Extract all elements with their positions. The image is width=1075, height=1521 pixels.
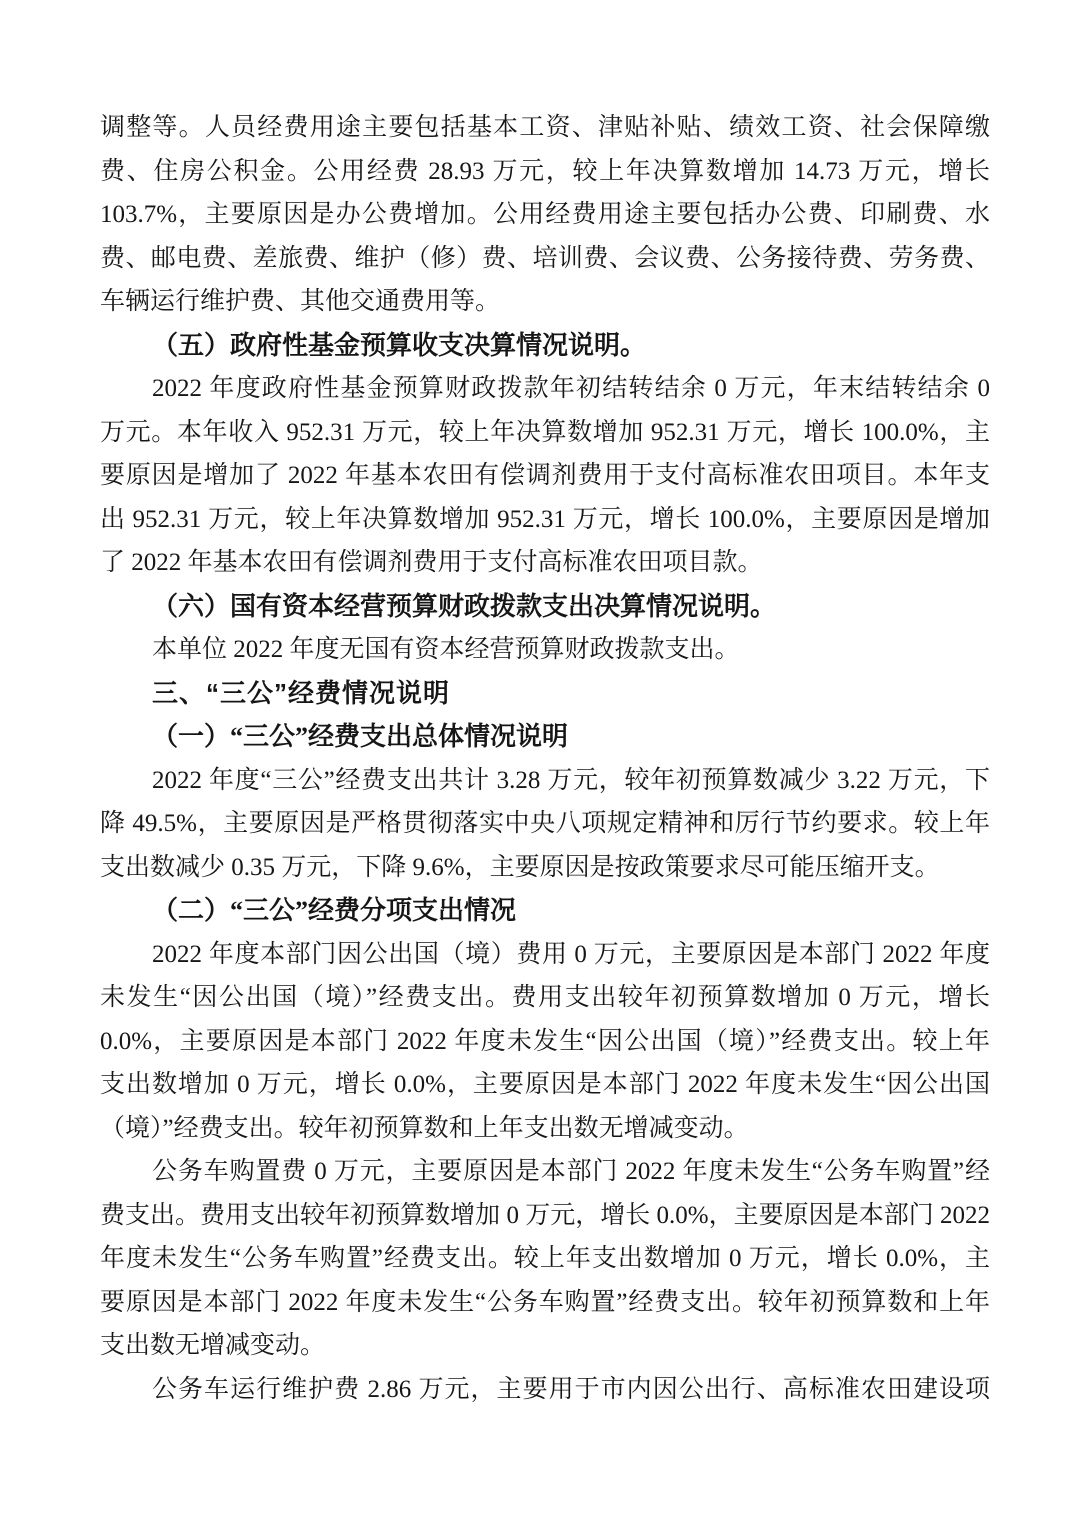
text-column xyxy=(100,106,990,1411)
paragraph-line: 了 2022 年基本农田有偿调剂费用于支付高标准农田项目款。 xyxy=(100,549,763,576)
paragraph-line: 要原因是增加了 2022 年基本农田有偿调剂费用于支付高标准农田项目。本年支 xyxy=(100,462,990,489)
paragraph-line: 车辆运行维护费、其他交通费用等。 xyxy=(100,288,501,315)
subsection-heading xyxy=(100,715,990,759)
paragraph-line: 要原因是本部门 2022 年度未发生“公务车购置”经费支出。较年初预算数和上年 xyxy=(100,1288,990,1316)
paragraph-line: 公务车运行维护费 2.86 万元，主要用于市内因公出行、高标准农田建设项 xyxy=(152,1375,990,1403)
heading-text: （一）“三公”经费支出总体情况说明 xyxy=(152,722,569,751)
paragraph-line: 费支出。费用支出较年初预算数增加 0 万元，增长 0.0%，主要原因是本部门 2022 xyxy=(100,1201,990,1229)
paragraph-line: 公务车购置费 0 万元，主要原因是本部门 2022 年度未发生“公务车购置”经 xyxy=(152,1158,990,1185)
paragraph-line: 2022 年度“三公”经费支出共计 3.28 万元，较年初预算数减少 3.22 万元，下 xyxy=(152,766,990,794)
paragraph xyxy=(100,933,990,1151)
paragraph xyxy=(100,106,990,324)
paragraph-line: 出 952.31 万元，较上年决算数增加 952.31 万元，增长 100.0%，主要原因是增加 xyxy=(100,505,990,533)
paragraph-line: 0.0%，主要原因是本部门 2022 年度未发生“因公出国（境）”经费支出。较上年 xyxy=(100,1027,990,1055)
heading-text: （二）“三公”经费分项支出情况 xyxy=(152,896,517,925)
paragraph-line: 本单位 2022 年度无国有资本经营预算财政拨款支出。 xyxy=(152,636,740,663)
paragraph-line: （境）”经费支出。较年初预算数和上年支出数无增减变动。 xyxy=(100,1114,749,1142)
paragraph-line: 支出数增加 0 万元，增长 0.0%，主要原因是本部门 2022 年度未发生“因公出国 xyxy=(100,1071,990,1098)
paragraph xyxy=(100,1368,990,1412)
subsection-heading xyxy=(100,585,990,629)
paragraph-line: 年度未发生“公务车购置”经费支出。较上年支出数增加 0 万元，增长 0.0%，主 xyxy=(100,1245,990,1272)
paragraph-line: 支出数无增减变动。 xyxy=(100,1332,326,1359)
subsection-heading xyxy=(100,324,990,368)
paragraph xyxy=(100,759,990,890)
heading-text: （六）国有资本经营预算财政拨款支出决算情况说明。 xyxy=(152,591,777,621)
paragraph-line: 调整等。人员经费用途主要包括基本工资、津贴补贴、绩效工资、社会保障缴 xyxy=(100,114,990,141)
paragraph-line: 万元。本年收入 952.31 万元，较上年决算数增加 952.31 万元，增长 100.0%，主 xyxy=(100,418,990,446)
section-heading xyxy=(100,672,990,716)
paragraph-line: 未发生“因公出国（境）”经费支出。费用支出较年初预算数增加 0 万元，增长 xyxy=(100,984,990,1011)
paragraph-line: 降 49.5%，主要原因是严格贯彻落实中央八项规定精神和厉行节约要求。较上年 xyxy=(100,810,990,837)
heading-text: （五）政府性基金预算收支决算情况说明。 xyxy=(152,330,647,360)
paragraph xyxy=(100,367,990,585)
paragraph-line: 费、邮电费、差旅费、维护（修）费、培训费、会议费、公务接待费、劳务费、 xyxy=(100,244,990,272)
paragraph-line: 2022 年度政府性基金预算财政拨款年初结转结余 0 万元，年末结转结余 0 xyxy=(152,375,990,402)
paragraph-line: 2022 年度本部门因公出国（境）费用 0 万元，主要原因是本部门 2022 年度 xyxy=(152,940,990,968)
heading-text: 三、“三公”经费情况说明 xyxy=(152,677,451,708)
paragraph-line: 费、住房公积金。公用经费 28.93 万元，较上年决算数增加 14.73 万元，增长 xyxy=(100,157,990,185)
paragraph xyxy=(100,1150,990,1368)
subsection-heading xyxy=(100,889,990,933)
paragraph-line: 支出数减少 0.35 万元，下降 9.6%，主要原因是按政策要求尽可能压缩开支。 xyxy=(100,853,940,881)
paragraph xyxy=(100,628,990,672)
paragraph-line: 103.7%，主要原因是办公费增加。公用经费用途主要包括办公费、印刷费、水 xyxy=(100,201,990,228)
